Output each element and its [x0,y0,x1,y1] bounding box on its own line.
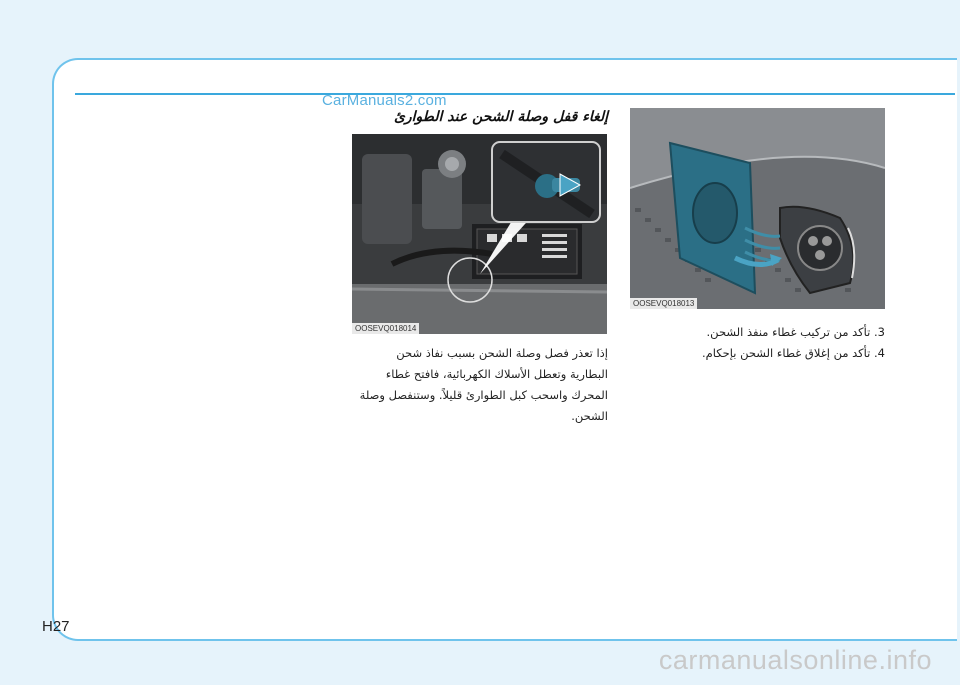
paragraph-line-3: المحرك واسحب كبل الطوارئ قليلاً. وستنفصل وصلة [359,388,608,402]
engine-bay-illustration [352,134,607,334]
right-figure-caption: OOSEVQ018013 [630,298,697,309]
steps-list [625,322,885,364]
emergency-release-paragraph [352,343,608,427]
header-rule [75,93,955,95]
step-number: 4. [874,346,885,360]
step-item [625,343,885,364]
step-text: تأكد من تركيب غطاء منفذ الشحن. [706,325,871,339]
paragraph-line-4: الشحن. [571,409,608,423]
charging-door-figure [630,108,885,309]
step-item [625,322,885,343]
charging-door-illustration [630,108,885,309]
section-heading: إلغاء قفل وصلة الشحن عند الطوارئ [393,109,608,125]
engine-bay-figure [352,134,607,334]
watermark-bottom[interactable]: carmanualsonline.info [658,645,932,675]
watermark-top[interactable]: CarManuals2.com [322,92,447,109]
paragraph-line-2: البطارية وتعطل الأسلاك الكهربائية، فافتح غطاء [385,367,608,381]
page-number: H27 [42,618,70,635]
left-figure-caption: OOSEVQ018014 [352,323,419,334]
step-number: 3. [874,325,885,339]
step-text: تأكد من إغلاق غطاء الشحن بإحكام. [702,346,871,360]
paragraph-line-1: إذا تعذر فصل وصلة الشحن بسبب نفاذ شحن [396,346,608,360]
